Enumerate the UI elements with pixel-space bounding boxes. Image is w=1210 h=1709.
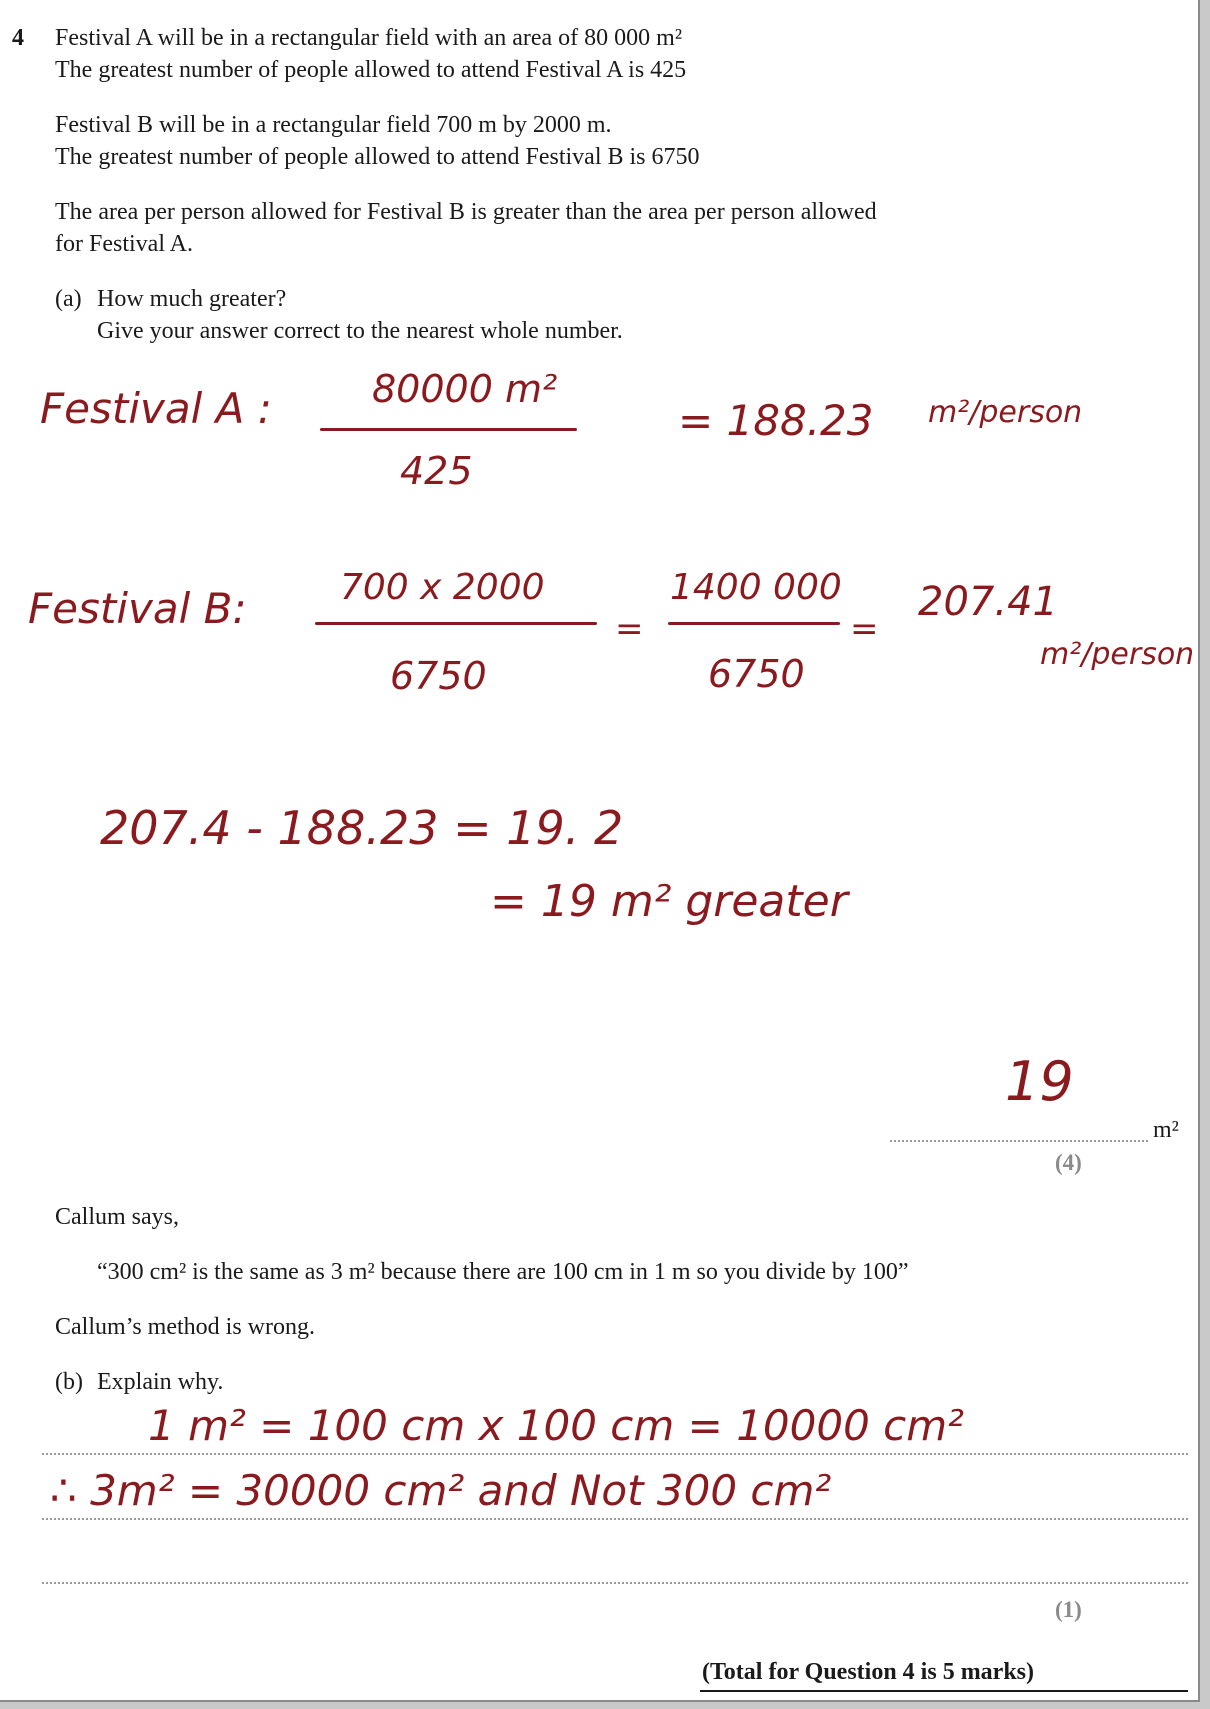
answer-unit-a: m² [1153,1117,1179,1143]
hw-festival-b-numerator: 700 x 2000 [340,567,545,608]
answer-line-b-3 [42,1582,1188,1584]
answer-line-a [890,1140,1148,1142]
question-line-2: The greatest number of people allowed to attend Festival A is 425 [55,57,687,83]
hw-festival-b-equals-2: = [850,609,879,649]
hw-explanation-line-1: 1 m² = 100 cm x 100 cm = 10000 cm² [148,1401,965,1450]
total-rule [700,1690,1188,1692]
question-line-6: for Festival A. [55,231,193,257]
question-line-4: The greatest number of people allowed to attend Festival B is 6750 [55,144,700,170]
hw-answer-a: 19 [1005,1050,1074,1113]
answer-line-b-2 [42,1518,1188,1520]
hw-festival-a-result: = 188.23 [678,396,874,445]
hw-festival-b-result: 207.41 [918,579,1058,625]
part-a-line-2: Give your answer correct to the nearest whole number. [97,318,623,344]
hw-festival-a-denominator: 425 [400,449,473,493]
hw-difference-line: 207.4 - 188.23 = 19. 2 [100,801,624,855]
method-wrong: Callum’s method is wrong. [55,1314,315,1340]
part-b-label: (b) [55,1369,83,1395]
answer-line-b-1 [42,1453,1188,1455]
total-marks: (Total for Question 4 is 5 marks) [702,1659,1035,1685]
hw-festival-a-numerator: 80000 m² [372,367,558,411]
hw-fraction-bar-b1 [315,622,597,625]
question-line-5: The area per person allowed for Festival B is greater than the area per person allowed [55,199,877,225]
hw-fraction-bar-a [320,428,577,431]
hw-festival-b-numerator-2: 1400 000 [670,567,842,608]
question-line-1: Festival A will be in a rectangular field with an area of 80 000 m² [55,25,683,51]
hw-difference-result: = 19 m² greater [490,876,848,927]
callum-quote: “300 cm² is the same as 3 m² because there are 100 cm in 1 m so you divide by 100” [97,1259,909,1285]
hw-festival-a-label: Festival A : [40,384,272,433]
hw-festival-b-label: Festival B: [28,584,247,633]
hw-festival-b-equals-1: = [615,609,644,649]
marks-b: (1) [1055,1597,1082,1622]
part-b-text: Explain why. [97,1369,224,1395]
hw-festival-a-unit: m²/person [928,395,1083,430]
part-a-line-1: How much greater? [97,286,287,312]
callum-says: Callum says, [55,1204,179,1230]
hw-fraction-bar-b2 [668,622,840,625]
question-number: 4 [12,25,24,51]
hw-festival-b-denominator-2: 6750 [708,652,805,696]
question-line-3: Festival B will be in a rectangular field 700 m by 2000 m. [55,112,612,138]
part-a-label: (a) [55,286,82,312]
hw-explanation-line-2: ∴ 3m² = 30000 cm² and Not 300 cm² [50,1466,832,1515]
hw-festival-b-denominator: 6750 [390,654,487,698]
marks-a: (4) [1055,1150,1082,1175]
hw-festival-b-unit: m²/person [1040,637,1195,672]
